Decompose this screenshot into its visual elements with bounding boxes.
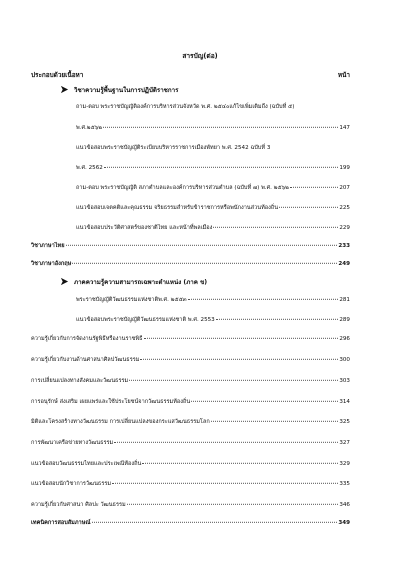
leader-dots — [72, 263, 337, 264]
leader-dots — [114, 442, 338, 443]
toc-entry[interactable] — [76, 316, 350, 325]
entry-text: มิติและโครงสร้างทางวัฒนธรรม การเปลี่ยนแปลงของกระแสวัฒนธรรมโลก — [31, 419, 210, 425]
entry-page: 296 — [339, 336, 350, 342]
toc-entry[interactable] — [31, 242, 350, 251]
entry-page: 147 — [339, 125, 350, 131]
entry-page: 349 — [338, 520, 350, 526]
toc-entry[interactable] — [76, 144, 350, 153]
toc-entry[interactable] — [31, 519, 350, 528]
leader-dots — [140, 359, 338, 360]
entry-page: 325 — [339, 419, 350, 425]
entry-page: 225 — [339, 205, 350, 211]
leader-dots — [142, 463, 338, 464]
leader-dots — [144, 338, 339, 339]
leader-dots — [112, 483, 338, 484]
toc-entry[interactable] — [76, 124, 350, 133]
entry-text: การเปลี่ยนแปลงทางสังคมและวัฒนธรรม — [31, 378, 129, 384]
contents-column-label: ประกอบด้วยเนื้อหา — [31, 71, 84, 79]
leader-dots — [103, 127, 338, 128]
toc-entry[interactable] — [31, 418, 350, 427]
toc-entry[interactable] — [76, 103, 350, 112]
entry-text: แนวข้อสอบวัฒนธรรมไทยและประเพณีท้องถิ่น — [31, 461, 142, 467]
section-label: ภาคความรู้ความสามารถเฉพาะตำแหน่ง (ภาค ข) — [74, 279, 208, 286]
leader-dots — [279, 207, 338, 208]
leader-dots — [188, 299, 339, 300]
toc-entry[interactable] — [31, 377, 350, 386]
entry-text: พ.ศ.๒๕๖๒ — [76, 125, 102, 131]
page-column-label: หน้า — [337, 71, 350, 79]
entry-page: 229 — [339, 225, 350, 231]
entry-text: แนวข้อสอบนักวิชาการวัฒนธรรม — [31, 481, 112, 487]
toc-entry[interactable] — [76, 164, 350, 173]
entry-page: 314 — [339, 399, 350, 405]
entry-page: 327 — [339, 440, 350, 446]
leader-dots — [191, 401, 338, 402]
toc-entry[interactable] — [31, 480, 350, 489]
entry-page: 289 — [339, 317, 350, 323]
entry-page: 233 — [338, 243, 350, 249]
page-title: สารบัญ(ต่อ) — [182, 52, 218, 60]
toc-entry[interactable] — [31, 460, 350, 469]
entry-page: 249 — [338, 261, 350, 267]
leader-dots — [92, 522, 338, 523]
entry-text: แนวข้อสอบพระราชบัญญัติระเบียบบริหารราชการเมืองพัทยา พ.ศ. 2542 ฉบับที่ 3 — [76, 145, 271, 151]
entry-page: 207 — [339, 185, 350, 191]
entry-page: 329 — [339, 461, 350, 467]
entry-text: แนวข้อสอบประวัติศาสตร์ของชาติไทย และหน้าที่พลเมือง — [76, 225, 213, 231]
leader-dots — [290, 187, 338, 188]
toc-entry[interactable] — [76, 204, 350, 213]
entry-text: ถาม-ตอบ พระราชบัญญัติองค์การบริหารส่วนจังหวัด พ.ศ. ๒๕๔๐แก้ไขเพิ่มเติมถึง (ฉบับที่ ๕) — [76, 104, 295, 110]
toc-entry[interactable] — [31, 335, 350, 344]
leader-dots — [66, 245, 338, 246]
toc-entry[interactable] — [31, 356, 350, 365]
entry-page: 335 — [339, 481, 350, 487]
leader-dots — [211, 421, 339, 422]
entry-page: 300 — [339, 357, 350, 363]
arrow-bullet-icon — [60, 85, 69, 98]
entry-text: วิชาภาษาไทย — [31, 243, 65, 249]
entry-text: แนวข้อสอบพระราชบัญญัติวัฒนธรรมแห่งชาติ พ.ศ. 2553 — [76, 317, 215, 323]
toc-entry[interactable] — [76, 296, 350, 305]
entry-text: ความรู้เกี่ยวกับการจัดงานรัฐพิธีหรืองานราชพิธี — [31, 336, 143, 342]
toc-entry[interactable] — [31, 398, 350, 407]
entry-text: ความรู้เกี่ยวกับงานด้านศาสนาศิลปวัฒนธรรม — [31, 357, 140, 363]
toc-entry[interactable] — [76, 224, 350, 233]
leader-dots — [104, 167, 339, 168]
entry-text: เทคนิคการสอบสัมภาษณ์ — [31, 520, 91, 526]
arrow-bullet-icon — [60, 277, 69, 290]
entry-text: การอนุรักษ์ ส่งเสริม เผยแพร่และใช้ประโยชน์จากวัฒนธรรมท้องถิ่น — [31, 399, 191, 405]
leader-dots — [129, 380, 338, 381]
entry-text: ถาม-ตอบ พระราชบัญญัติ สภาตำบลและองค์การบริหารส่วนตำบล (ฉบับที่ ๗) พ.ศ. ๒๕๖๒ — [76, 185, 289, 191]
entry-text: แนวข้อสอบเจตคติและคุณธรรม จริยธรรมสำหรับข้าราชการหรือพนักงานส่วนท้องถิ่น — [76, 205, 279, 211]
entry-page: 346 — [339, 502, 350, 508]
entry-text: การพัฒนาเครือข่ายทางวัฒนธรรม — [31, 440, 114, 446]
entry-page: 303 — [339, 378, 350, 384]
toc-entry[interactable] — [31, 260, 350, 269]
column-header — [31, 70, 350, 80]
toc-entry[interactable] — [31, 439, 350, 448]
entry-text: พระราชบัญญัติวัฒนธรรมแห่งชาติพ.ศ. ๒๕๕๓ — [76, 297, 187, 303]
toc-entry[interactable] — [76, 184, 350, 193]
leader-dots — [213, 227, 338, 228]
section-heading — [60, 278, 207, 288]
leader-dots — [216, 319, 339, 320]
entry-text: วิชาภาษาอังกฤษ — [31, 261, 72, 267]
section-label: วิชาความรู้พื้นฐานในการปฏิบัติราชการ — [74, 87, 179, 94]
entry-text: ความรู้เกี่ยวกับศาสนา ศิลปะ วัฒนธรรม — [31, 502, 126, 508]
section-heading — [60, 86, 178, 96]
leader-dots — [127, 504, 339, 505]
entry-page: 199 — [339, 165, 350, 171]
entry-text: พ.ศ. 2562 — [76, 165, 103, 171]
toc-entry[interactable] — [31, 501, 350, 510]
entry-page: 281 — [339, 297, 350, 303]
